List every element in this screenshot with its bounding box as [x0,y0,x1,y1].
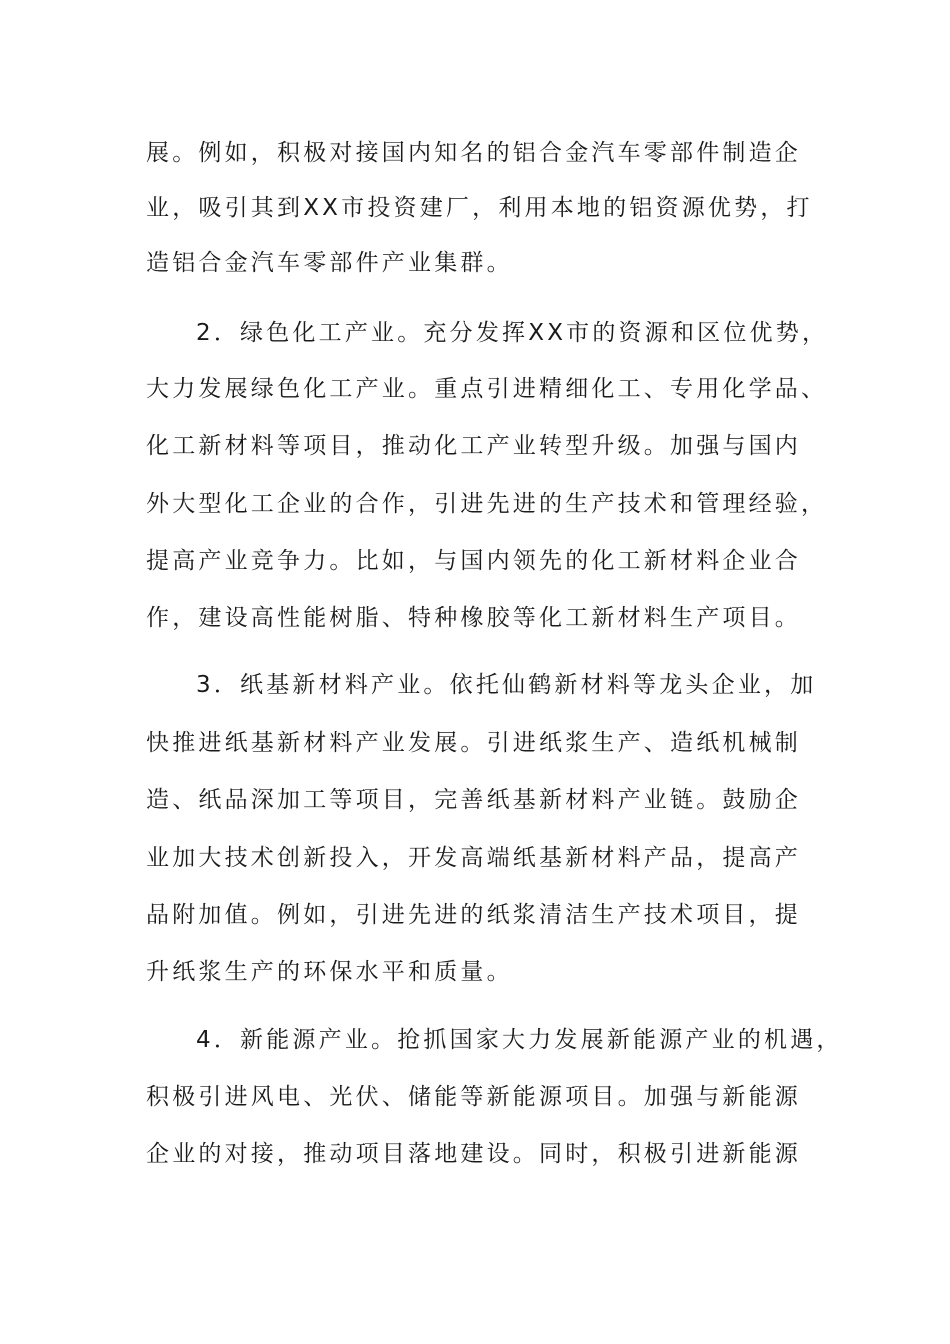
text-line: 积极引进风电、光伏、储能等新能源项目。加强与新能源 [146,1084,801,1110]
text-line: 品附加值。例如，引进先进的纸浆清洁生产技术项目，提 [146,902,801,928]
text-line: 化工新材料等项目，推动化工产业转型升级。加强与国内 [146,433,801,459]
text-line: 企业的对接，推动项目落地建设。同时，积极引进新能源 [146,1141,801,1167]
text-line: 业，吸引其到XX市投资建厂，利用本地的铝资源优势，打 [146,195,813,221]
section-heading-line: 4．新能源产业。抢抓国家大力发展新能源产业的机遇， [196,1027,843,1053]
text-line: 业加大技术创新投入，开发高端纸基新材料产品，提高产 [146,845,801,871]
section-heading-line: 2．绿色化工产业。充分发挥XX市的资源和区位优势， [196,320,829,346]
text-line: 作，建设高性能树脂、特种橡胶等化工新材料生产项目。 [146,605,801,631]
text-line: 快推进纸基新材料产业发展。引进纸浆生产、造纸机械制 [146,730,801,756]
text-line: 外大型化工企业的合作，引进先进的生产技术和管理经验， [146,491,828,517]
text-line: 升纸浆生产的环保水平和质量。 [146,959,513,985]
text-line: 大力发展绿色化工产业。重点引进精细化工、专用化学品、 [146,376,828,402]
text-line: 造铝合金汽车零部件产业集群。 [146,250,513,276]
text-line: 提高产业竞争力。比如，与国内领先的化工新材料企业合 [146,548,801,574]
text-line: 造、纸品深加工等项目，完善纸基新材料产业链。鼓励企 [146,787,801,813]
text-line: 展。例如，积极对接国内知名的铝合金汽车零部件制造企 [146,140,801,166]
section-heading-line: 3．纸基新材料产业。依托仙鹤新材料等龙头企业，加 [196,672,817,698]
